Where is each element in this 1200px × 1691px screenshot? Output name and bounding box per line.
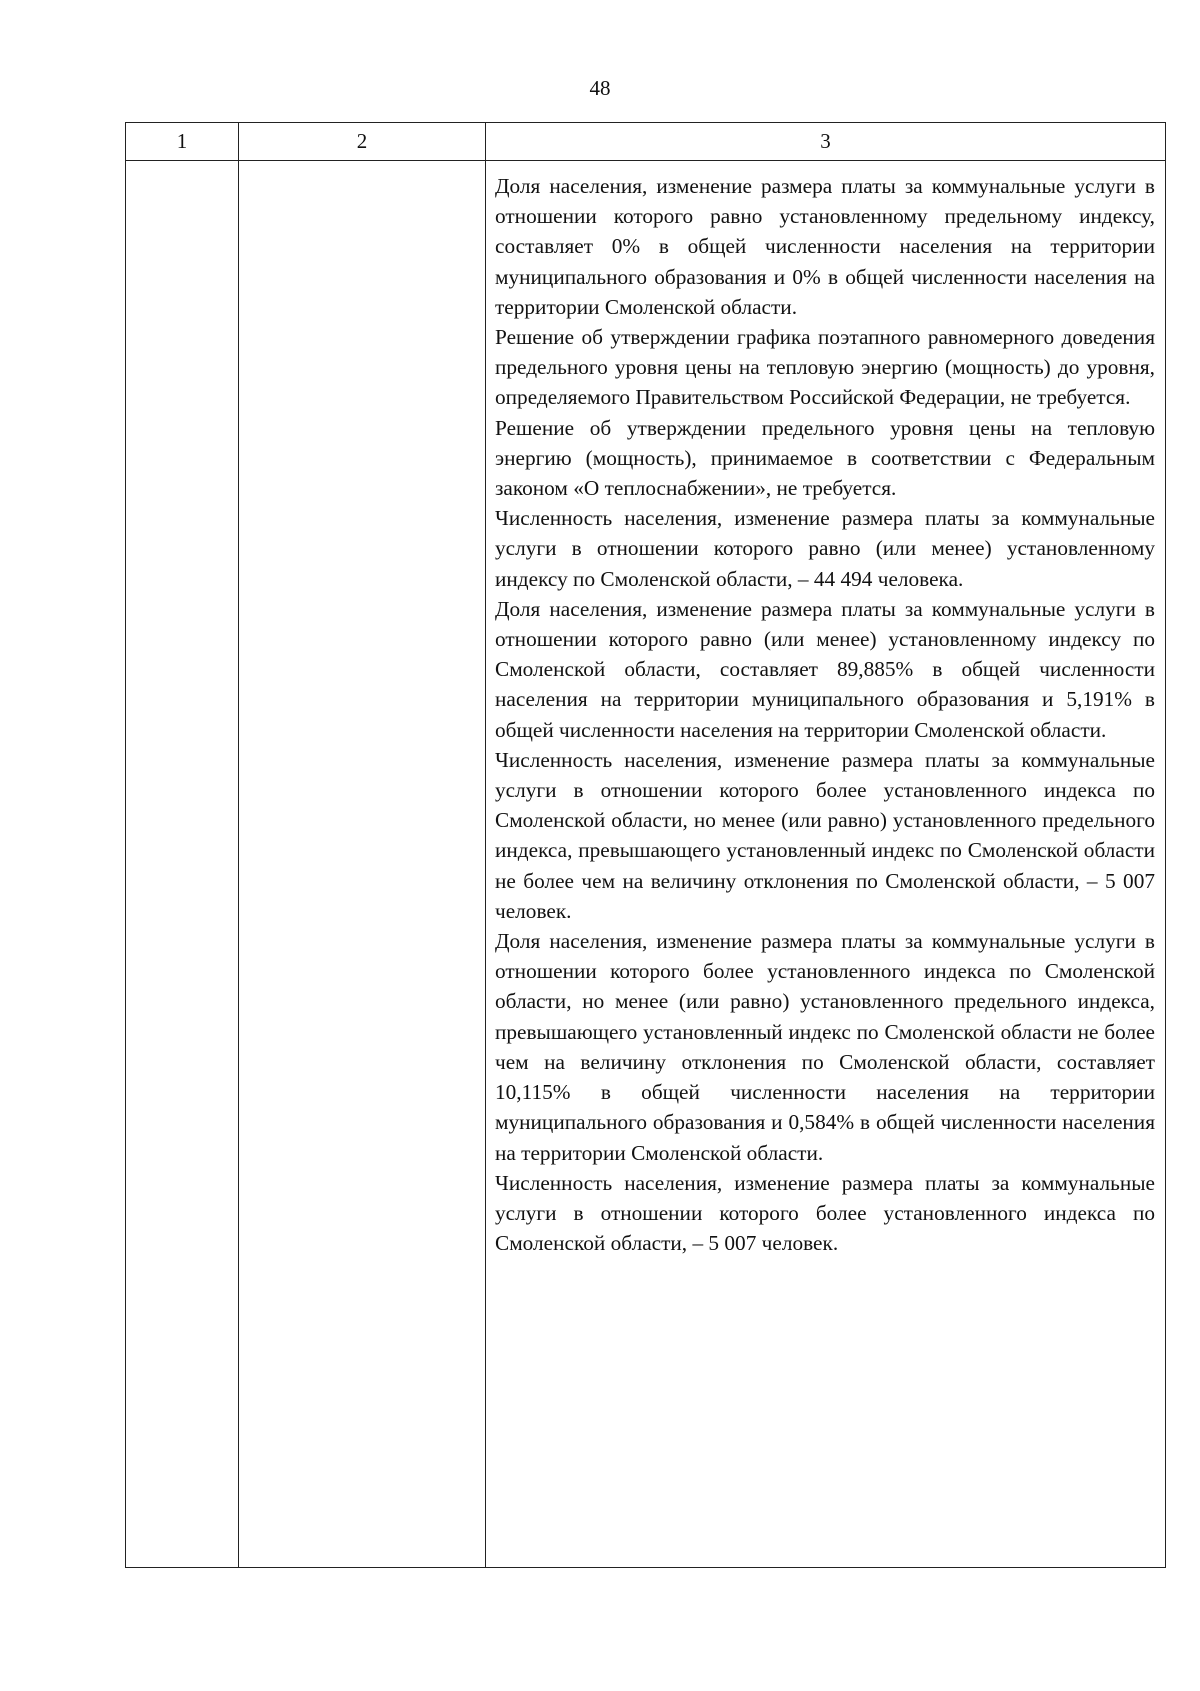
column-header-1: 1 (126, 123, 239, 161)
table-header-row (126, 123, 1166, 161)
column-3-cell (486, 161, 1166, 1568)
table-row (126, 161, 1166, 1568)
paragraph-population-equal-or-less: Численность населения, изменение размера платы за коммунальные услуги в отношении которого равно (или менее) установленному индексу по Смоленской области, – 44 494 человека. (495, 506, 1155, 591)
column-2-cell (239, 161, 486, 1568)
paragraph-price-level-decision: Решение об утверждении предельного уровня цены на тепловую энергию (мощность), принимаемое в соответствии с Федеральным законом «О теплоснабжении», не требуется. (495, 415, 1155, 501)
column-1-cell (126, 161, 239, 1568)
paragraph-share-equal-limit-index: Доля населения, изменение размера платы за коммунальные услуги в отношении которого равно установленному предельному индексу, составляет 0% в общей численности населения на территории муниципального образования и 0% в общей численности населения на территории Смоленской области. (495, 174, 1155, 319)
column-header-3: 3 (486, 123, 1166, 161)
page-number: 48 (589, 76, 611, 100)
paragraph-population-above-index-within-deviation: Численность населения, изменение размера платы за коммунальные услуги в отношении которого более установленного индекса по Смоленской области, но менее (или равно) установленного предельного индекса, превышающего установленный индекс по Смоленской области не более чем на величину отклонения по Смоленской области, – 5 007 человек. (495, 747, 1155, 923)
paragraph-graph-decision: Решение об утверждении графика поэтапного равномерного доведения предельного уровня цены на тепловую энергию (мощность) до уровня, определяемого Правительством Российской Федерации, не требуется. (495, 325, 1155, 410)
paragraph-share-equal-or-less: Доля населения, изменение размера платы за коммунальные услуги в отношении которого равно (или менее) установленному индексу по Смоленской области, составляет 89,885% в общей численности населения на территории муниципального образования и 5,191% в общей численности населения на территории Смоленской области. (495, 596, 1155, 742)
paragraph-share-above-index-within-deviation: Доля населения, изменение размера платы за коммунальные услуги в отношении которого более установленного индекса по Смоленской области, но менее (или равно) установленного предельного индекса, превышающего установленный индекс по Смоленской области не более чем на величину отклонения по Смоленской области, составляет 10,115% в общей численности населения на территории муниципального образования и 0,584% в общей численности населения на территории Смоленской области. (495, 929, 1155, 1165)
paragraph-population-above-index: Численность населения, изменение размера платы за коммунальные услуги в отношении которого более установленного индекса по Смоленской области, – 5 007 человек. (495, 1170, 1155, 1256)
document-table (125, 122, 1166, 1568)
column-header-2: 2 (239, 123, 486, 161)
